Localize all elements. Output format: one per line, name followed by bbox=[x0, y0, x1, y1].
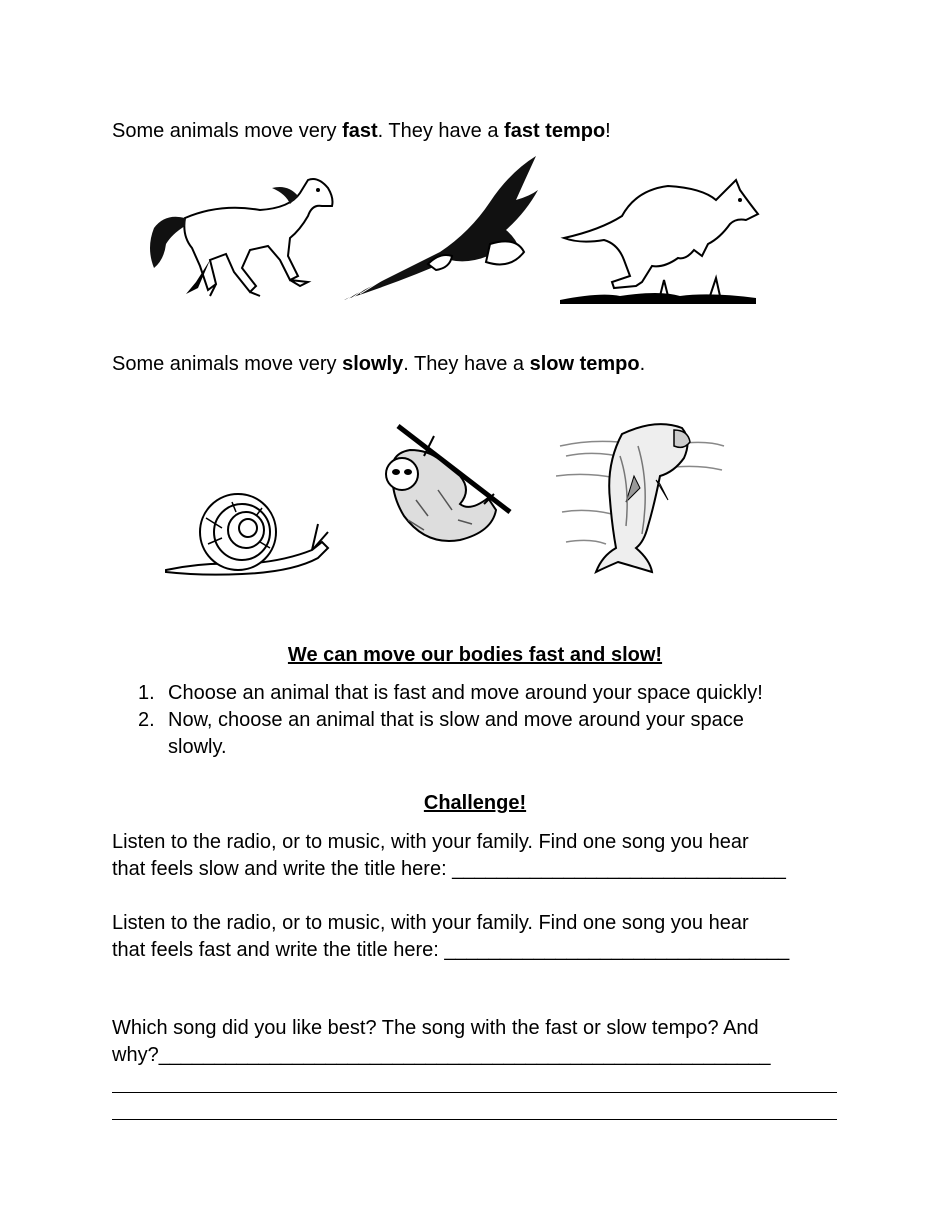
fast-bold-phrase: fast tempo bbox=[504, 120, 606, 142]
slow-bold-phrase: slow tempo bbox=[529, 353, 640, 375]
answer-line[interactable] bbox=[112, 1092, 837, 1093]
fast-sentence-mid: . They have a bbox=[377, 120, 505, 142]
kangaroo-illustration bbox=[560, 172, 760, 307]
slow-song-answer-line[interactable]: that feels slow and write the title here: ______________________________ bbox=[112, 858, 786, 880]
slow-sentence-start: Some animals move very bbox=[112, 353, 343, 375]
fast-bold-word: fast bbox=[342, 120, 378, 142]
step-number: 1. bbox=[138, 682, 155, 704]
fast-song-question: Listen to the radio, or to music, with your family. Find one song you hear bbox=[112, 912, 749, 934]
list-item bbox=[112, 707, 842, 761]
slow-tempo-sentence bbox=[112, 351, 645, 378]
fast-song-answer-line[interactable]: that feels fast and write the title here: _______________________________ bbox=[112, 939, 790, 961]
fast-sentence-end: ! bbox=[605, 120, 611, 142]
step-number: 2. bbox=[138, 709, 155, 731]
answer-line[interactable] bbox=[112, 1119, 837, 1120]
step-text: Choose an animal that is fast and move around your space quickly! bbox=[168, 682, 763, 704]
favorite-song-question: Which song did you like best? The song with the fast or slow tempo? And bbox=[112, 1017, 759, 1039]
manatee-illustration bbox=[556, 416, 726, 576]
slow-song-question: Listen to the radio, or to music, with your family. Find one song you hear bbox=[112, 831, 749, 853]
step-text: Now, choose an animal that is slow and move around your space bbox=[168, 709, 744, 731]
favorite-song-answer-line[interactable]: why?_______________________________________________________ bbox=[112, 1044, 771, 1066]
slow-sentence-mid: . They have a bbox=[403, 353, 530, 375]
sloth-illustration bbox=[368, 420, 513, 565]
slow-sentence-end: . bbox=[639, 353, 646, 375]
slow-bold-word: slowly bbox=[342, 353, 404, 375]
horse-illustration bbox=[140, 168, 340, 308]
list-item bbox=[112, 680, 842, 707]
fast-tempo-sentence bbox=[112, 118, 611, 145]
eagle-illustration bbox=[340, 152, 540, 307]
activity-steps-list bbox=[112, 680, 842, 761]
fast-sentence-start: Some animals move very bbox=[112, 120, 343, 142]
activity-heading: We can move our bodies fast and slow! bbox=[287, 644, 663, 666]
snail-illustration bbox=[162, 488, 332, 578]
step-text-continued: slowly. bbox=[168, 736, 227, 758]
challenge-heading: Challenge! bbox=[423, 792, 527, 814]
